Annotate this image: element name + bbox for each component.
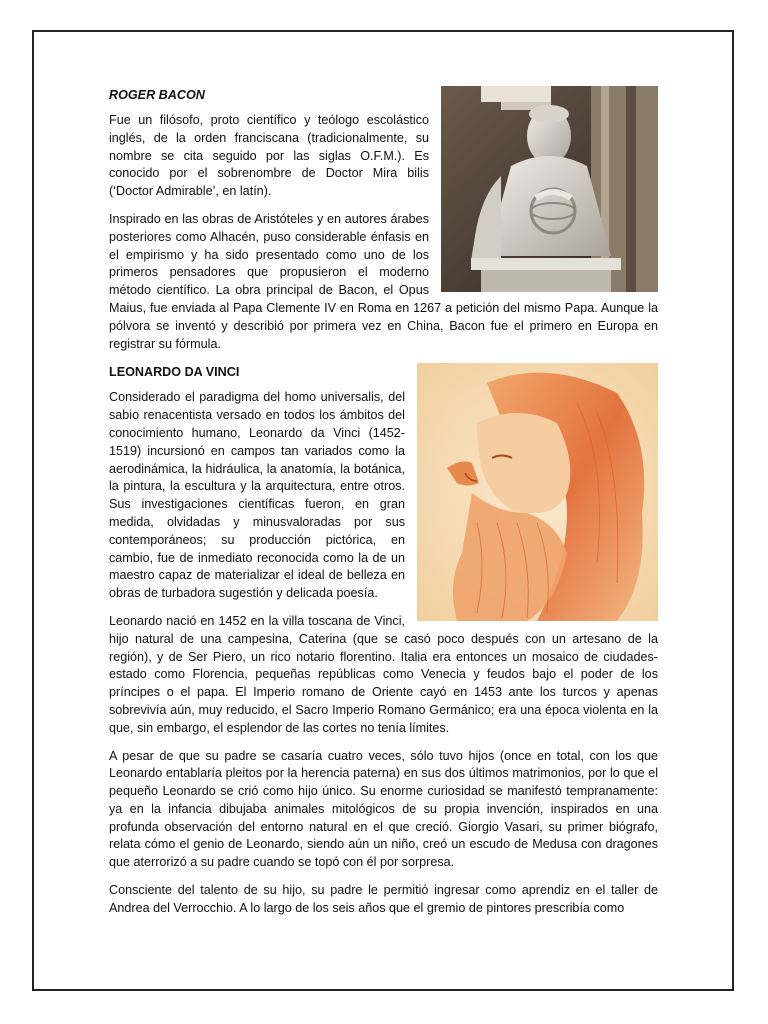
bacon-paragraph-1: Fue un filósofo, proto científico y teólogo escolástico inglés, de la orden franciscana (tradicionalmente, su nombre se cita seguido por las siglas O.F.M.). Es conocido por el sobrenombre de Doctor Mira bilis (‘Doctor Admirable’, en latín). [109, 113, 429, 199]
bacon-paragraph-2: Inspirado en las obras de Aristóteles y en autores árabes posteriores como Alhacén, puso considerable énfasis en el empirismo y ha sido presentado como uno de los primeros pensadores que propusieron el moderno método científico. La obra principal de Bacon, el Opus Maius, fue enviada al Papa Clemente IV en Roma en 1267 a petición del mismo Papa. Aunque la pólvora se inventó y describió por primera vez en China, Bacon fue el primero en Europa en registrar su fórmula. [109, 211, 658, 351]
leonardo-portrait-graphic [417, 363, 658, 621]
leonardo-portrait-image [417, 363, 658, 621]
leonardo-paragraph-3: A pesar de que su padre se casaría cuatro veces, sólo tuvo hijos (once en total, con los que Leonardo entablaría pleitos por la herencia paterna) en sus dos últimos matrimonios, por lo que el pequeño Leonardo se crió como hijo único. Su enorme curiosidad se manifestó tempranamente: ya en la infancia dibujaba animales mitológicos de su propia invención, inspirados en una profunda observación del entorno natural en el que creció. Giorgio Vasari, su primer biógrafo, relata cómo el genio de Leonardo, siendo aún un niño, creó un escudo de Medusa con dragones que aterrorizó a su padre cuando se topó con él por sorpresa. [109, 748, 658, 870]
leonardo-paragraph-1: Considerado el paradigma del homo universalis, del sabio renacentista versado en todos los ámbitos del conocimiento humano, Leonardo da Vinci (1452-1519) incursionó en campos tan variados como la aerodinámica, la hidráulica, la anatomía, la botánica, la pintura, la escultura y la arquitectura, entre otros. Sus investigaciones científicas fueron, en gran medida, olvidadas y minusvaloradas por sus contemporáneos; su producción pictórica, en cambio, fue de inmediato reconocida como la de un maestro capaz de materializar el ideal de belleza en obras de turbadora sugestión y delicada poesía. [109, 390, 405, 601]
leonardo-paragraph-2: Leonardo nació en 1452 en la villa toscana de Vinci, hijo natural de una campesina, Caterina (que se casó poco después con un artesano de la región), y de Ser Piero, un rico notario florentino. Italia era entonces un mosaico de ciudades-estado como Florencia, pequeñas repúblicas como Venecia y feudos bajo el poder de los príncipes o el papa. El Imperio romano de Oriente cayó en 1453 ante los turcos y apenas sobrevivía aún, muy reducido, el Sacro Imperio Romano Germánico; era una época violenta en la que, sin embargo, el esplendor de las cortes no tenía límites. [109, 613, 658, 735]
bacon-statue-graphic [441, 86, 658, 292]
bacon-statue-image [441, 86, 658, 292]
leonardo-heading: LEONARDO DA VINCI [109, 365, 240, 380]
leonardo-paragraph-4: Consciente del talento de su hijo, su padre le permitió ingresar como aprendiz en el taller de Andrea del Verrocchio. A lo largo de los seis años que el gremio de pintores prescribía como [109, 883, 658, 915]
document-body [109, 86, 658, 928]
bacon-heading: ROGER BACON [109, 88, 205, 102]
